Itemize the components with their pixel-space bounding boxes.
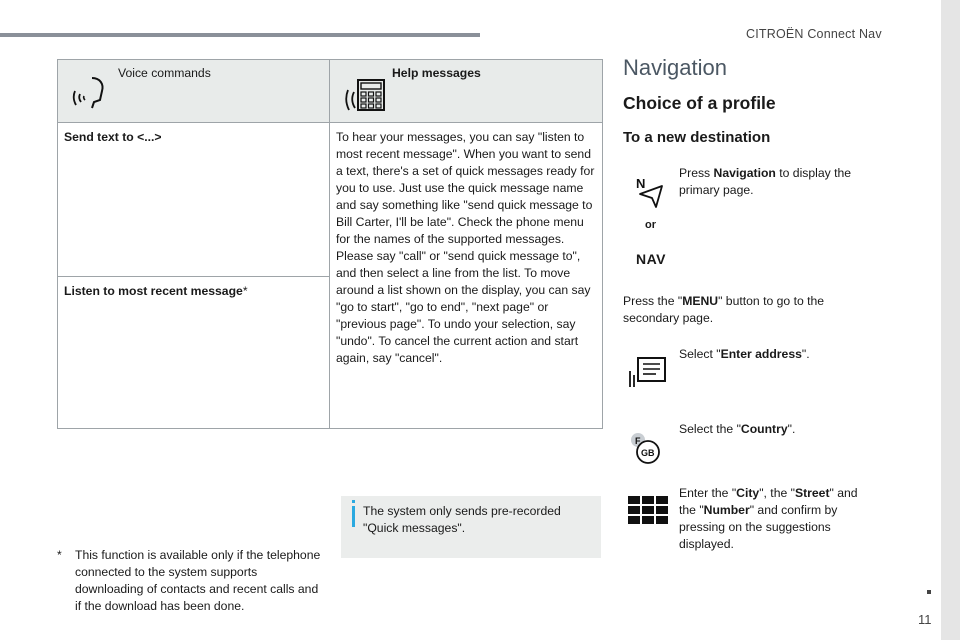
navigation-icon-letter: N bbox=[636, 176, 646, 191]
continuation-mark bbox=[927, 590, 931, 594]
flag-icon-bottom-text: GB bbox=[641, 448, 655, 458]
command-cell bbox=[58, 123, 330, 277]
enter-address-keyword: Enter address bbox=[720, 347, 802, 361]
number-keyword: Number bbox=[703, 503, 750, 517]
keyboard-grid-icon bbox=[628, 496, 668, 526]
help-paragraph: To hear your messages, you can say "listen to most recent message". When you want to send a text, there's a set of quick messages ready for you to use. Just use the quick message name and say something like "send quick message to Bill Carter, I'll be late". Check the phone menu for the names of the supported messages. bbox=[336, 130, 595, 246]
table-header-row bbox=[58, 60, 603, 123]
step-press-menu: Press the "MENU" button to go to the secondary page. bbox=[623, 294, 825, 325]
voice-commands-table bbox=[57, 59, 603, 429]
navigation-keyword: Navigation bbox=[713, 166, 776, 180]
or-label: or bbox=[645, 219, 656, 231]
table-row bbox=[58, 123, 603, 277]
help-paragraph: Please say "call" or "send quick message to", and then select a line from the list. To move around a list shown on the display, you can say "go to start", "go to end", "next page" or "previous page". To undo your selection, say "undo". To cancel the current action and start again, say "cancel". bbox=[336, 249, 591, 365]
step-enter-city-street: Enter the "City", the "Street" and the "Number" and confirm by pressing on the suggestions displayed. bbox=[679, 486, 858, 551]
info-icon-dot bbox=[352, 500, 355, 503]
voice-speaking-icon bbox=[72, 74, 108, 110]
section-title: Navigation bbox=[623, 55, 727, 80]
footnote-marker: * bbox=[242, 284, 248, 298]
section-subheading: To a new destination bbox=[623, 129, 771, 146]
command-cell bbox=[58, 277, 330, 429]
help-messages-header-label: Help messages bbox=[392, 66, 481, 80]
navigation-arrow-icon bbox=[636, 176, 666, 210]
footnote-star: * bbox=[57, 548, 62, 562]
enter-address-icon bbox=[628, 355, 668, 389]
info-note-text: The system only sends pre-recorded "Quick messages". bbox=[363, 504, 561, 535]
city-keyword: City bbox=[736, 486, 760, 500]
header-rule bbox=[0, 33, 480, 37]
flag-icon-top-text: F bbox=[635, 436, 641, 446]
section-heading: Choice of a profile bbox=[623, 93, 776, 113]
voice-commands-header bbox=[58, 60, 330, 123]
nav-button-label: NAV bbox=[636, 251, 667, 267]
footnote-text: This function is available only if the telephone connected to the system supports downloading of contacts and recent calls and if the download has been done. bbox=[75, 548, 321, 613]
command-text: Send text to <...> bbox=[64, 130, 162, 144]
menu-keyword: MENU bbox=[682, 294, 719, 308]
page-number: 11 bbox=[918, 612, 932, 627]
help-messages-header bbox=[330, 60, 603, 123]
voice-commands-header-label: Voice commands bbox=[118, 66, 211, 80]
street-keyword: Street bbox=[794, 486, 830, 500]
step-select-country: Select the "Country". bbox=[679, 422, 796, 436]
country-keyword: Country bbox=[740, 422, 788, 436]
header-title: CITROËN Connect Nav bbox=[746, 27, 882, 41]
help-text-cell bbox=[330, 123, 603, 429]
country-flag-icon bbox=[630, 432, 666, 464]
voice-keypad-icon bbox=[344, 74, 388, 114]
step-enter-address: Select "Enter address". bbox=[679, 347, 810, 361]
side-tab-bar bbox=[941, 0, 960, 640]
command-text: Listen to most recent message bbox=[64, 284, 243, 298]
info-icon bbox=[352, 506, 355, 527]
step-press-navigation: Press Navigation to display the primary page. bbox=[679, 166, 852, 197]
info-note bbox=[341, 496, 601, 558]
